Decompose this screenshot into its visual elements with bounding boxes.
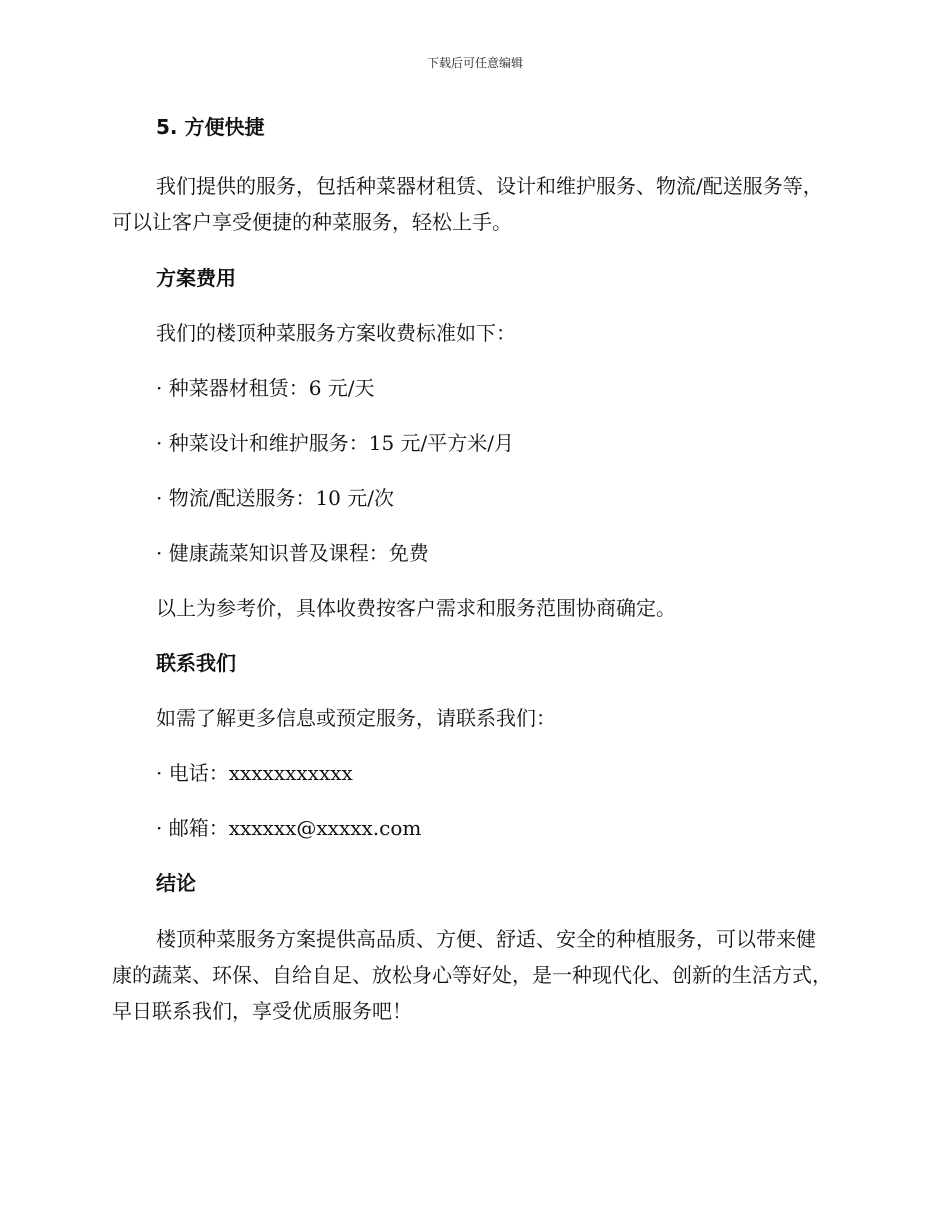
fees-note: 以上为参考价，具体收费按客户需求和服务范围协商确定。 bbox=[156, 596, 676, 620]
paragraph-conclusion: 楼顶种菜服务方案提供高品质、方便、舒适、安全的种植服务，可以带来健康的蔬菜、环保、自给自足、放松身心等好处，是一种现代化、创新的生活方式，早日联系我们，享受优质服务吧！ bbox=[112, 927, 832, 1023]
document-body bbox=[112, 113, 832, 1029]
fee-item: · 物流/配送服务：10 元/次 bbox=[156, 486, 394, 510]
heading-convenience: 5. 方便快捷 bbox=[156, 115, 265, 139]
paragraph-convenience: 我们提供的服务，包括种菜器材租赁、设计和维护服务、物流/配送服务等，可以让客户享受便捷的种菜服务，轻松上手。 bbox=[112, 174, 823, 234]
heading-fees: 方案费用 bbox=[156, 266, 236, 290]
contact-intro: 如需了解更多信息或预定服务，请联系我们： bbox=[156, 706, 556, 730]
fee-item: · 种菜器材租赁：6 元/天 bbox=[156, 376, 375, 400]
fee-item: · 健康蔬菜知识普及课程：免费 bbox=[156, 541, 429, 565]
contact-email: · 邮箱：xxxxxx@xxxxx.com bbox=[156, 816, 422, 840]
fees-intro: 我们的楼顶种菜服务方案收费标准如下： bbox=[156, 321, 516, 345]
heading-contact: 联系我们 bbox=[156, 651, 236, 675]
contact-phone: · 电话：xxxxxxxxxxx bbox=[156, 761, 353, 785]
page-header: 下载后可任意编辑 bbox=[426, 56, 523, 70]
fee-item: · 种菜设计和维护服务：15 元/平方米/月 bbox=[156, 431, 514, 455]
heading-conclusion: 结论 bbox=[156, 871, 196, 895]
